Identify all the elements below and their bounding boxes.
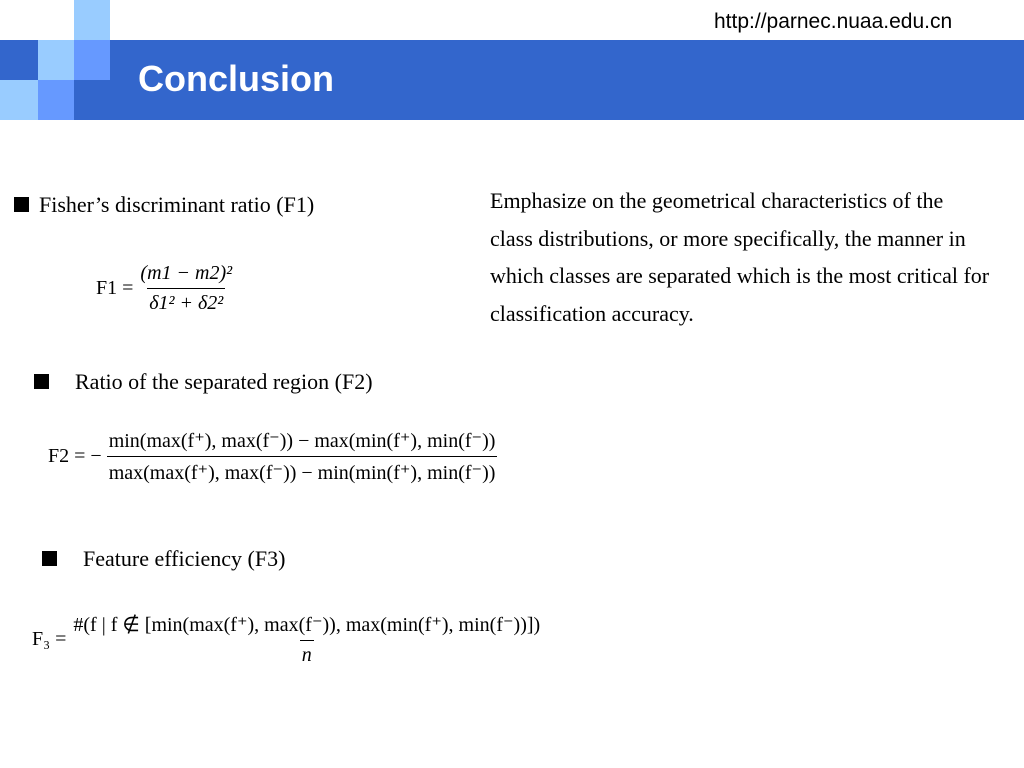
decor-square bbox=[38, 80, 74, 120]
bullet-f2 bbox=[34, 369, 373, 395]
formula-f2 bbox=[48, 428, 497, 485]
formula-fraction bbox=[138, 262, 234, 315]
bullet-text: Fisher’s discriminant ratio (F1) bbox=[39, 192, 315, 217]
decor-square bbox=[0, 80, 38, 120]
formula-f3 bbox=[32, 612, 542, 667]
bullet-f3 bbox=[42, 546, 285, 572]
decor-square bbox=[38, 40, 74, 80]
bullet-f1 bbox=[14, 192, 314, 218]
formula-denominator: max(max(f⁺), max(f⁻)) − min(min(f⁺), min(f⁻)) bbox=[107, 456, 498, 485]
formula-lhs: F₃ = bbox=[32, 628, 67, 650]
decor-square bbox=[74, 40, 110, 80]
bullet-square-icon bbox=[34, 374, 49, 389]
formula-numerator: #(f | f ∉ [min(max(f⁺), max(f⁻)), max(min(f⁺), min(f⁻))]) bbox=[73, 614, 541, 636]
formula-lhs: F2 = − bbox=[48, 445, 102, 467]
formula-denominator: δ1² + δ2² bbox=[147, 288, 225, 315]
formula-denominator: n bbox=[300, 640, 314, 667]
bullet-text: Ratio of the separated region (F2) bbox=[75, 369, 373, 394]
slide-title: Conclusion bbox=[138, 58, 334, 99]
formula-numerator: (m1 − m2)² bbox=[140, 262, 233, 284]
bullet-square-icon bbox=[14, 197, 29, 212]
bullet-text: Feature efficiency (F3) bbox=[83, 546, 286, 571]
site-url: http://parnec.nuaa.edu.cn bbox=[714, 10, 953, 33]
decor-square bbox=[74, 0, 110, 40]
formula-lhs: F1 = bbox=[96, 277, 134, 299]
formula-numerator: min(max(f⁺), max(f⁻)) − max(min(f⁺), min(f⁻)) bbox=[108, 430, 496, 452]
bullet-square-icon bbox=[42, 551, 57, 566]
formula-fraction bbox=[107, 428, 498, 485]
formula-f1 bbox=[96, 262, 234, 315]
description-text: Emphasize on the geometrical characteristics of the class distributions, or more specifically, the manner in which classes are separated which is the most critical for classification accuracy. bbox=[490, 188, 990, 326]
formula-fraction bbox=[71, 612, 542, 667]
